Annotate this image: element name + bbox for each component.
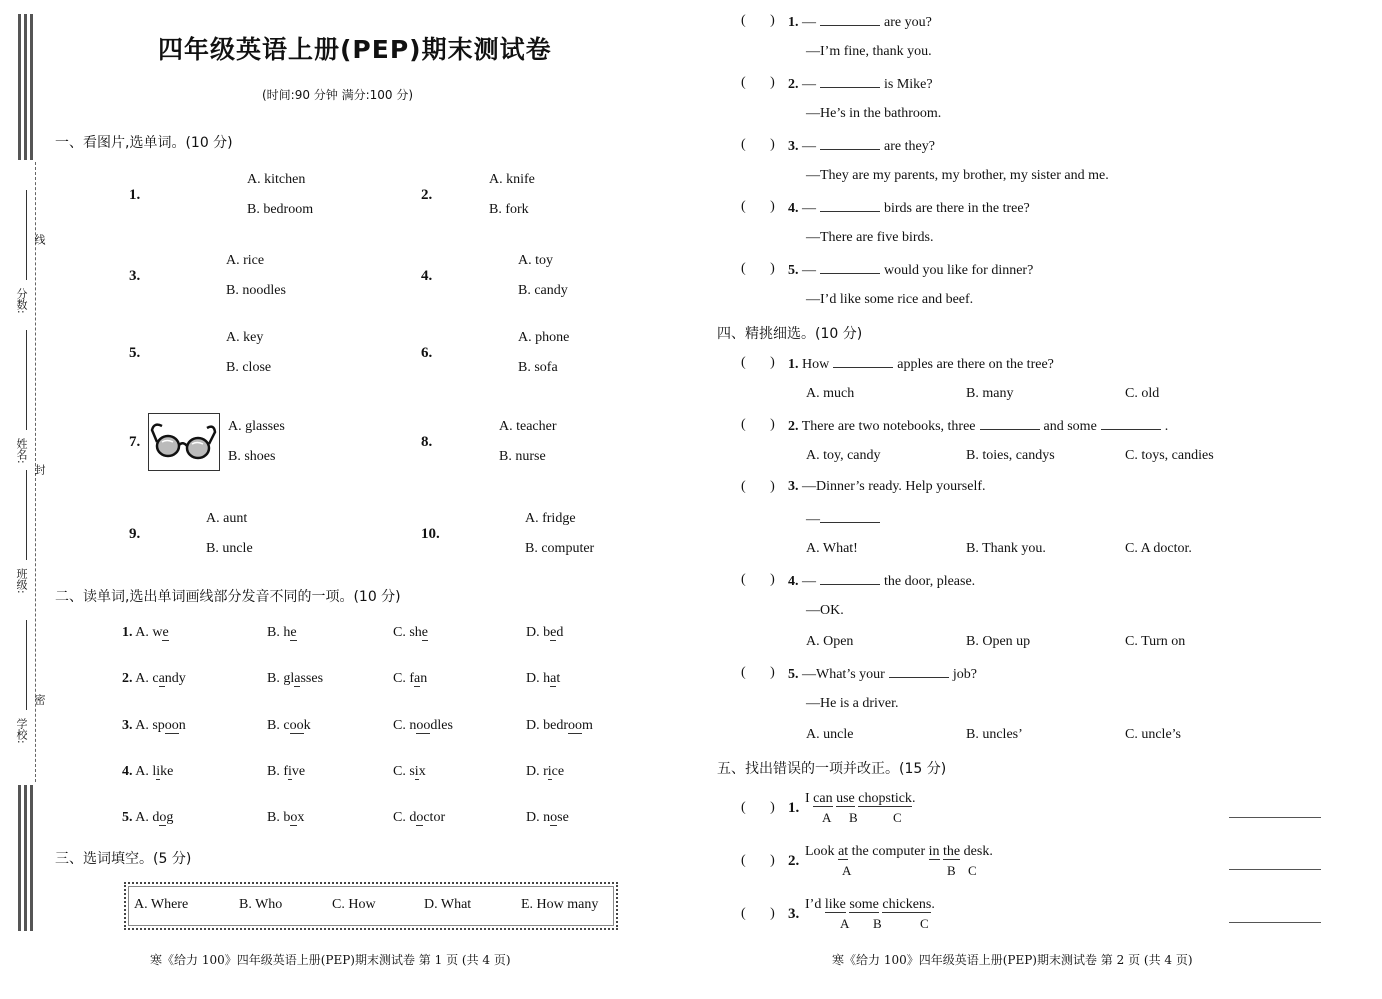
option-d: D. bedroom (526, 718, 593, 733)
question-line: 3. — are they? (788, 139, 935, 154)
option-d: D. rice (526, 764, 565, 779)
label-a: A (822, 810, 832, 825)
question-line: 5. — would you like for dinner? (788, 263, 1034, 278)
correction-line[interactable] (1229, 869, 1321, 870)
section5-title: 五、找出错误的一项并改正。(15 分) (717, 761, 947, 777)
item-number: 6. (421, 345, 433, 361)
answer-paren: ( ) (741, 853, 775, 868)
item-number: 8. (421, 434, 433, 450)
option-c: C. noodles (393, 718, 453, 733)
question-line: 1. How apples are there on the tree? (788, 357, 1054, 372)
label-c: C (893, 810, 902, 825)
answer-line: —There are five birds. (806, 230, 934, 245)
option-c: C. she (393, 625, 429, 640)
word-option: D. What (424, 897, 472, 912)
option-b: B. box (267, 810, 305, 825)
option-c: C. fan (393, 671, 428, 686)
option-b: B. glasses (267, 671, 324, 686)
option-d: D. bed (526, 625, 564, 640)
pronunciation-row: 4. A. like (122, 764, 174, 779)
option-b: B. noodles (226, 283, 286, 298)
section1-title: 一、看图片,选单词。(10 分) (55, 135, 233, 151)
answer-paren: ( ) (741, 199, 775, 214)
option-a: A. teacher (499, 419, 557, 434)
word-option: B. Who (239, 897, 283, 912)
answer-paren: ( ) (741, 137, 775, 152)
glasses-picture (148, 413, 220, 471)
option-a: A. fridge (525, 511, 576, 526)
question-line: 2. There are two notebooks, three and some . (788, 419, 1169, 434)
choice-a: A. uncle (806, 727, 854, 742)
option-b: B. fork (489, 202, 529, 217)
choice-b: B. Thank you. (966, 541, 1046, 556)
answer-line: —He’s in the bathroom. (806, 106, 942, 121)
seal-mark-secret: 密 (33, 694, 46, 705)
section3-title: 三、选词填空。(5 分) (55, 851, 192, 867)
item-number: 3. (129, 268, 141, 284)
score-label: 分数: (15, 288, 28, 314)
page-title: 四年级英语上册(PEP)期末测试卷 (158, 35, 552, 64)
option-d: D. nose (526, 810, 569, 825)
page1-footer: 寒《给力 100》四年级英语上册(PEP)期末测试卷 第 1 页 (共 4 页) (150, 953, 511, 967)
question-line: 3. —Dinner’s ready. Help yourself. (788, 479, 986, 494)
answer-paren: ( ) (741, 417, 775, 432)
item-number: 4. (421, 268, 433, 284)
item-number: 7. (129, 434, 141, 450)
question-line: 5. —What’s your job? (788, 667, 977, 682)
choice-b: B. uncles’ (966, 727, 1023, 742)
section4-title: 四、精挑细选。(10 分) (717, 326, 863, 342)
option-a: A. rice (226, 253, 265, 268)
answer-line: —They are my parents, my brother, my sister and me. (806, 168, 1109, 183)
answer-line: —He is a driver. (806, 696, 899, 711)
option-b: B. bedroom (247, 202, 314, 217)
answer-paren: ( ) (741, 261, 775, 276)
option-b: B. computer (525, 541, 595, 556)
choice-a: A. much (806, 386, 855, 401)
item-number: 2. (421, 187, 433, 203)
answer-paren: ( ) (741, 906, 775, 921)
section2-title: 二、读单词,选出单词画线部分发音不同的一项。(10 分) (55, 589, 401, 605)
question-line: 1. — are you? (788, 15, 932, 30)
label-a: A (842, 863, 852, 878)
label-b: B (947, 863, 956, 878)
option-a: A. glasses (228, 419, 285, 434)
choice-c: C. uncle’s (1125, 727, 1181, 742)
seal-mark-seal: 封 (33, 464, 46, 475)
item-number: 1. (129, 187, 141, 203)
answer-paren: ( ) (741, 800, 775, 815)
question-line: 4. — birds are there in the tree? (788, 201, 1030, 216)
option-a: A. phone (518, 330, 570, 345)
option-c: C. six (393, 764, 426, 779)
answer-line: —I’d like some rice and beef. (806, 292, 974, 307)
label-b: B (873, 916, 882, 931)
label-b: B (849, 810, 858, 825)
correction-line[interactable] (1229, 817, 1321, 818)
question-number: 1. (788, 800, 800, 816)
correction-line[interactable] (1229, 922, 1321, 923)
option-b: B. shoes (228, 449, 276, 464)
error-sentence: I’d like some chickens. (805, 897, 935, 912)
label-c: C (920, 916, 929, 931)
underlined-part: e (162, 625, 169, 640)
answer-paren: ( ) (741, 75, 775, 90)
question-line: 4. — the door, please. (788, 574, 976, 589)
error-sentence: I can use chopstick. (805, 791, 916, 806)
row-number: 1. (122, 625, 133, 640)
seal-mark-line: 线 (33, 234, 46, 245)
item-number: 9. (129, 526, 141, 542)
word-option: C. How (332, 897, 376, 912)
answer-paren: ( ) (741, 355, 775, 370)
option-a: A. key (226, 330, 264, 345)
label-a: A (840, 916, 850, 931)
choice-a: A. toy, candy (806, 448, 881, 463)
word-option: A. Where (134, 897, 189, 912)
item-number: 5. (129, 345, 141, 361)
answer-line: — (806, 510, 884, 528)
choice-c: C. toys, candies (1125, 448, 1214, 463)
answer-line: —I’m fine, thank you. (806, 44, 932, 59)
option-b: B. cook (267, 718, 311, 733)
choice-c: C. old (1125, 386, 1160, 401)
option-b: B. sofa (518, 360, 558, 375)
answer-paren: ( ) (741, 13, 775, 28)
option-a: A. toy (518, 253, 553, 268)
label-c: C (968, 863, 977, 878)
option-a: A. kitchen (247, 172, 306, 187)
choice-a: A. Open (806, 634, 854, 649)
pronunciation-row: 5. A. dog (122, 810, 174, 825)
option-b: B. nurse (499, 449, 546, 464)
option-b: B. he (267, 625, 297, 640)
answer-paren: ( ) (741, 479, 775, 494)
word-option: E. How many (521, 897, 599, 912)
choice-b: B. Open up (966, 634, 1031, 649)
item-number: 10. (421, 526, 440, 542)
error-sentence: Look at the computer in the desk. (805, 844, 993, 859)
option-b: B. close (226, 360, 272, 375)
option-a: A. aunt (206, 511, 248, 526)
option-a: A. knife (489, 172, 535, 187)
question-number: 2. (788, 853, 800, 869)
school-label: 学校: (15, 718, 28, 744)
answer-line: —OK. (806, 603, 844, 618)
answer-paren: ( ) (741, 665, 775, 680)
pronunciation-row: 1. A. we (122, 625, 169, 640)
page-subtitle: (时间:90 分钟 满分:100 分) (262, 88, 414, 102)
name-label: 姓名: (15, 438, 28, 464)
choice-c: C. Turn on (1125, 634, 1186, 649)
pronunciation-row: 3. A. spoon (122, 718, 186, 733)
page2-footer: 寒《给力 100》四年级英语上册(PEP)期末测试卷 第 2 页 (共 4 页) (832, 953, 1193, 967)
choice-c: C. A doctor. (1125, 541, 1192, 556)
class-label: 班级: (15, 568, 28, 594)
question-line: 2. — is Mike? (788, 77, 933, 92)
choice-b: B. toies, candys (966, 448, 1055, 463)
option-b: B. candy (518, 283, 568, 298)
pronunciation-row: 2. A. candy (122, 671, 186, 686)
option-b: B. uncle (206, 541, 253, 556)
option-d: D. hat (526, 671, 561, 686)
answer-paren: ( ) (741, 572, 775, 587)
choice-a: A. What! (806, 541, 858, 556)
option-b: B. five (267, 764, 306, 779)
option-c: C. doctor (393, 810, 446, 825)
choice-b: B. many (966, 386, 1014, 401)
question-number: 3. (788, 906, 800, 922)
